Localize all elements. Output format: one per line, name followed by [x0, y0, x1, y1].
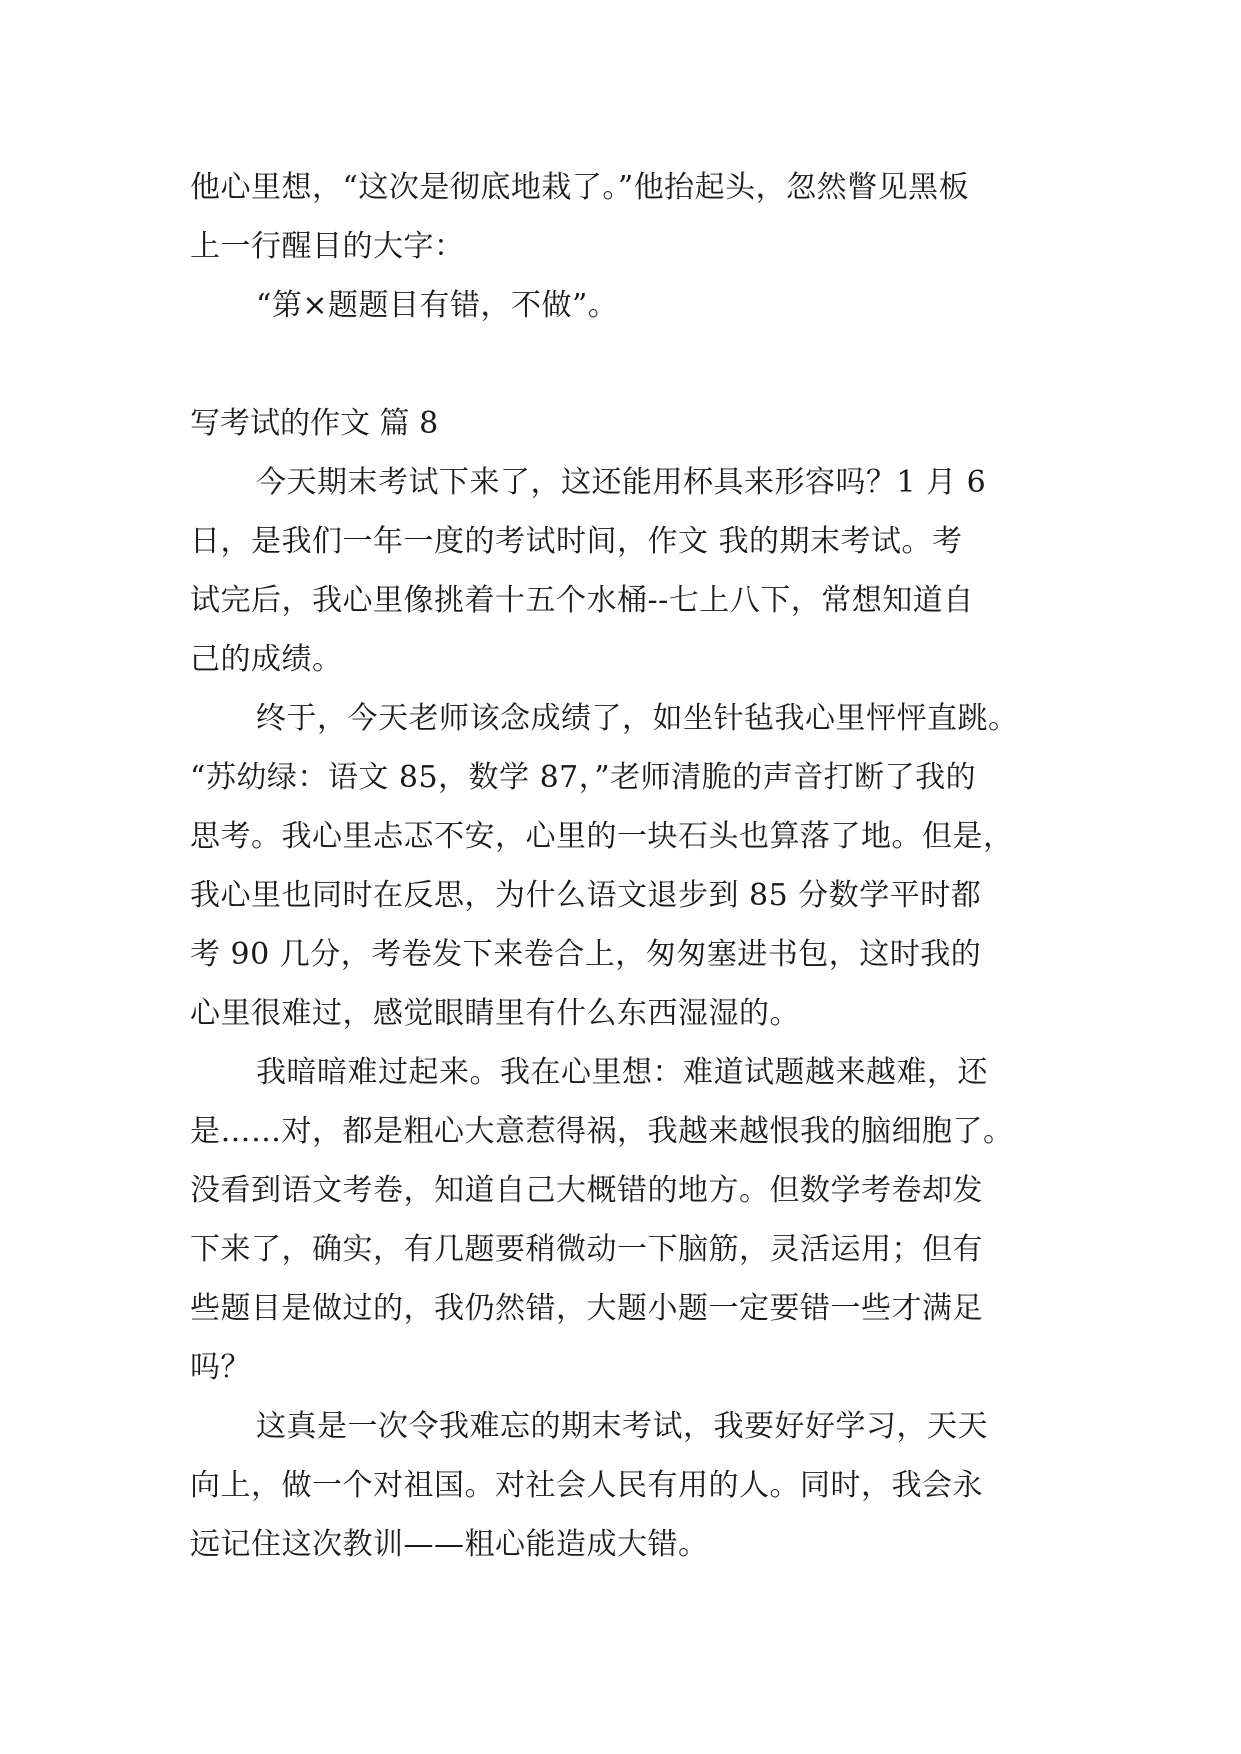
text-line: 今天期末考试下来了，这还能用杯具来形容吗？1 月 6: [256, 465, 987, 500]
document-page: [190, 158, 1056, 1574]
paragraph-3: [190, 1043, 1056, 1397]
text-line: 心里很难过，感觉眼睛里有什么东西湿湿的。: [190, 996, 800, 1031]
text-line: 试完后，我心里像挑着十五个水桶--七上八下，常想知道自: [190, 583, 974, 618]
text-line: 终于，今天老师该念成绩了，如坐针毡我心里怦怦直跳。: [256, 701, 1019, 736]
text-line: “苏幼绿：语文 85，数学 87，”老师清脆的声音打断了我的: [190, 760, 977, 795]
text-line: 向上，做一个对祖国。对社会人民有用的人。同时，我会永: [190, 1468, 983, 1503]
paragraph-2: [190, 689, 1056, 1043]
text-line: 没看到语文考卷，知道自己大概错的地方。但数学考卷却发: [190, 1173, 983, 1208]
text-line: 吗？: [190, 1350, 251, 1385]
text-line: 远记住这次教训——粗心能造成大错。: [190, 1527, 709, 1562]
text-line: 考 90 几分，考卷发下来卷合上，匆匆塞进书包，这时我的: [190, 937, 982, 972]
text-line: 是……对，都是粗心大意惹得祸，我越来越恨我的脑细胞了。: [190, 1114, 1014, 1149]
text-line: 思考。我心里忐忑不安，心里的一块石头也算落了地。但是，: [190, 819, 1014, 854]
section-title: 写考试的作文 篇 8: [190, 406, 439, 441]
text-line: 我暗暗难过起来。我在心里想：难道试题越来越难，还: [256, 1055, 988, 1090]
text-line: 这真是一次令我难忘的期末考试，我要好好学习，天天: [256, 1409, 988, 1444]
text-line: 些题目是做过的，我仍然错，大题小题一定要错一些才满足: [190, 1291, 983, 1326]
paragraph-1: [190, 453, 1056, 689]
text-line: 己的成绩。: [190, 642, 343, 677]
section-gap: [190, 335, 1056, 394]
text-line: 下来了，确实，有几题要稍微动一下脑筋，灵活运用；但有: [190, 1232, 983, 1267]
paragraph-4: [190, 1397, 1056, 1574]
text-line: 上一行醒目的大字：: [190, 229, 465, 264]
text-line: 他心里想，“这次是彻底地栽了。”他抬起头，忽然瞥见黑板: [190, 170, 970, 205]
quote-line: “第×题题目有错，不做”。: [256, 288, 619, 323]
text-line: 日，是我们一年一度的考试时间，作文 我的期末考试。考: [190, 524, 963, 559]
text-line: 我心里也同时在反思，为什么语文退步到 85 分数学平时都: [190, 878, 982, 913]
